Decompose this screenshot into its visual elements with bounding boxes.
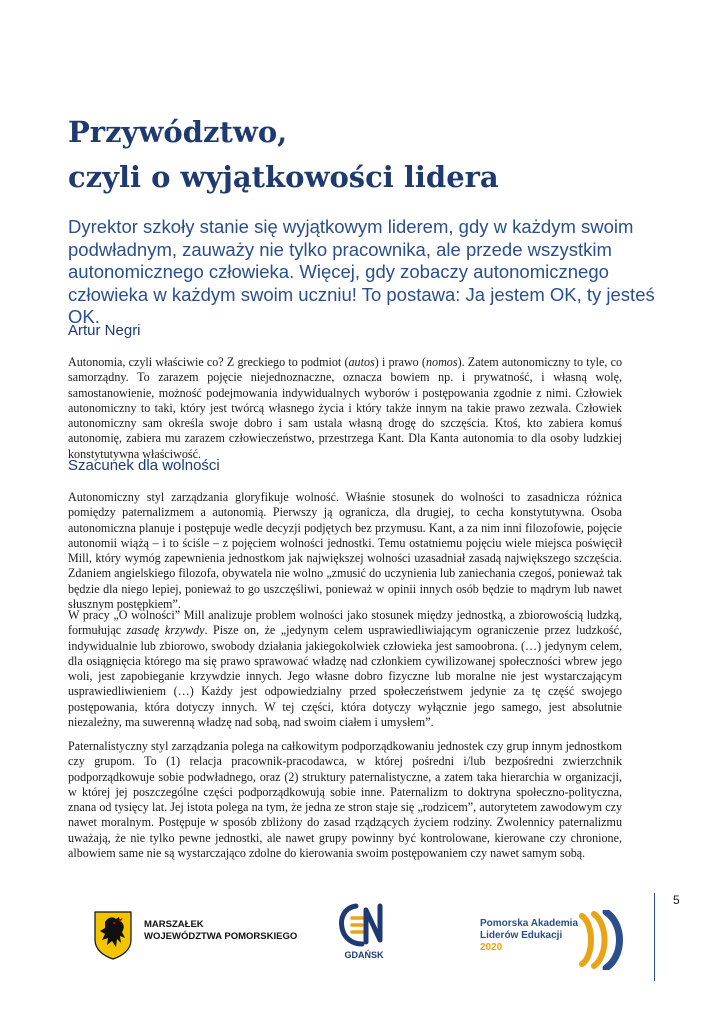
page-number: 5	[673, 893, 680, 907]
paragraph-freedom: Autonomiczny styl zarządzania gloryfikuje wolność. Właśnie stosunek do wolności to zasadnicza różnica pomiędzy paternalizmem a autonomią. Pierwszy ją ogranicza, dla drugiej, to cecha konstytutywna. Osoba autonomiczna planuje i postępuje wedle decyzji podjętych bez przymusu. Kant, a za nim inni filozofowie, pojęcie autonomii wiążą – i to ściśle – z pojęciem wolności jednostki. Temu ostatniemu pojęciu wiele miejsca poświęcił Mill, który wymóg zapewnienia jednostkom jak największej wolności uzasadniał zasadą największego szczęścia. Zdaniem angielskiego filozofa, obywatela nie wolno „zmusić do uczynienia lub zaniechania czegoś, ponieważ tak będzie dla niego lepiej, ponieważ to go uszczęśliwi, ponieważ w opinii innych osób będzie to mądrym lub nawet słusznym postępkiem”.	[68, 490, 622, 612]
paragraph1-nomos: nomos	[425, 355, 458, 369]
paragraph-autonomy	[68, 355, 622, 462]
paragraph3-part1: W pracy „O wolności” Mill analizuje problem wolności jako stosunek między jednostką, a zbiorowością ludzką, formułując	[68, 608, 622, 638]
page-number-rule	[654, 893, 655, 981]
pale-line-2: Liderów Edukacji	[480, 930, 563, 941]
pale-logo	[480, 910, 640, 970]
marshal-logo	[92, 910, 302, 960]
lead-paragraph: Dyrektor szkoły stanie się wyjątkowym liderem, gdy w każdym swoim podwładnym, zauważy nie tylko pracownika, ale przede wszystkim autonomicznego człowieka. Więcej, gdy zobaczy autonomicznego człowieka w każdym swoim uczniu! To postawa: Ja jestem OK, ty jesteś OK.	[68, 216, 655, 327]
section-heading: Szacunek dla wolności	[68, 457, 220, 474]
paragraph3-part2: . Pisze on, że „jedynym celem usprawiedliwiającym ograniczenie przez ludzkość, indywidualnie lub zbiorowo, swobody działania jakiegokolwiek człowieka jest samoobrona. (…) jedynym celem, dla osiągnięcia którego ma się prawo sprawować władzę nad członkiem cywilizowanej społeczności wbrew jego woli, jest zapobieganie krzywdzie innych. Jego własne dobro fizyczne lub moralne nie jest wystarczającym usprawiedliwieniem (…) Każdy jest odpowiedzialny przed społeczeństwem jedynie za tę część swojego postępowania, która dotyczy innych. W tej części, która dotyczy wyłącznie jego samego, jest absolutnie niezależny, ma suwerenną władzę nad sobą, nad swoim ciałem i umysłem”.	[68, 623, 622, 730]
paragraph1-part2: ) i prawo (	[374, 355, 426, 369]
paragraph-paternalism: Paternalistyczny styl zarządzania polega na całkowitym podporządkowaniu jednostek czy grup innym jednostkom czy grupom. To (1) relacja pracownik-pracodawca, w której pośredni i/lub bezpośredni zwierzchnik podporządkowuje sobie podwładnego, oraz (2) struktury paternalistyczne, a zatem taka hierarchia w organizacji, w której jej poszczególne części podporządkowują sobie inne. Paternalizm to doktryna społeczno-polityczna, znana od tysięcy lat. Jej istota polega na tym, że jedna ze stron staje się „rodzicem”, autorytetem zawodowym czy nawet moralnym. Postępuje w sposób zbliżony do zasad rządzących życiem rodziny. Zwolennicy paternalizmu uważają, że nie tylko pewne jednostki, ale nawet grupy powinny być kontrolowane, kierowane czy chronione, albowiem same nie są wystarczająco zdolne do kierowania swoim postępowaniem czy nawet samym sobą.	[68, 739, 622, 861]
griffin-crest-icon	[92, 910, 134, 960]
paragraph3-emph: zasadę krzywdy	[126, 623, 205, 638]
pale-line-1: Pomorska Akademia	[480, 918, 579, 929]
marshal-line-2: WOJEWÓDZTWA POMORSKIEGO	[144, 931, 298, 942]
paragraph1-autos: autos	[348, 355, 375, 369]
pale-year: 2020	[480, 942, 503, 953]
cen-emblem-icon	[336, 900, 392, 950]
marshal-text	[144, 919, 297, 943]
author-name: Artur Negri	[68, 322, 141, 339]
article-title	[68, 110, 668, 200]
cen-logo	[336, 900, 392, 964]
cen-city: GDAŃSK	[344, 950, 384, 960]
paragraph1-part3: ). Zatem autonomiczny to tyle, co samorządny. To zarazem pojęcie niejednoznaczne, oznacza bowiem np. i prywatność, i własną wolę, samostanowienie, możność podejmowania indywidualnych wyborów i postępowania zgodnie z nimi. Człowiek autonomiczny to taki, który jest twórcą własnego życia i który także innym na takie prawo zezwala. Człowiek autonomiczny sam określa swoje dobro i sam ustala własną drogę do szczęścia. Ktoś, kto zabiera komuś autonomię, zabiera mu zarazem człowieczeństwo, przestrzega Kant. Dla Kanta autonomia to dla osoby ludzkiej konstytutywna właściwość.	[68, 355, 622, 461]
marshal-line-1: MARSZAŁEK	[144, 919, 204, 930]
cen-letters: CEN	[362, 925, 366, 926]
paragraph-mill	[68, 608, 622, 730]
paragraph1-part1: Autonomia, czyli właściwie co? Z greckiego to podmiot (	[68, 355, 349, 369]
pale-arcs-icon	[576, 910, 634, 970]
title-line-2: czyli o wyjątkowości lidera	[68, 160, 499, 194]
pale-text	[480, 918, 578, 954]
title-line-1: Przywództwo,	[68, 115, 288, 149]
